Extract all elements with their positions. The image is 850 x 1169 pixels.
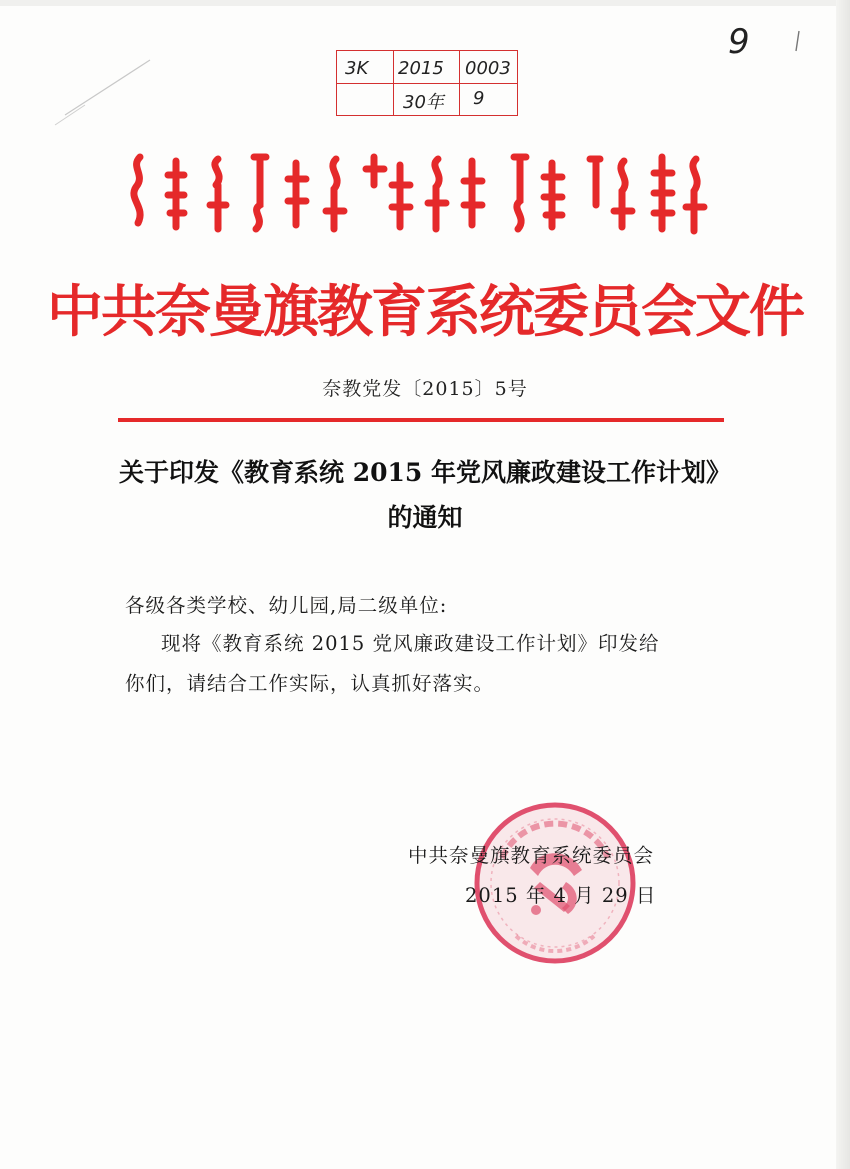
archive-cell-number: 0003 bbox=[465, 58, 511, 79]
mongolian-heading-logo bbox=[126, 145, 716, 240]
pencil-scribble bbox=[25, 55, 165, 145]
page-mark: 9 bbox=[728, 22, 750, 62]
issuing-organization-title: 中共奈曼旗教育系统委员会文件 bbox=[47, 279, 803, 345]
archive-cell-category: 3K bbox=[345, 58, 369, 79]
notice-title-line1: 关于印发《教育系统 2015 年党风廉政建设工作计划》 bbox=[119, 458, 731, 487]
signature-date: 2015 年 4 月 29 日 bbox=[465, 884, 657, 907]
archive-cell-volume: 9 bbox=[473, 88, 485, 109]
body-text-line2: 你们，请结合工作实际，认真抓好落实。 bbox=[125, 672, 495, 695]
archive-cell-year: 2015 bbox=[398, 58, 444, 79]
salutation: 各级各类学校、幼儿园,局二级单位: bbox=[125, 594, 448, 617]
scan-edge-top bbox=[0, 0, 850, 6]
scan-edge-right bbox=[836, 0, 850, 1169]
notice-title-line2: 的通知 bbox=[387, 503, 463, 532]
document-number: 奈教党发〔2015〕5号 bbox=[322, 378, 528, 400]
archive-cell-retention: 30年 bbox=[403, 92, 444, 113]
body-text-line1: 现将《教育系统 2015 党风廉政建设工作计划》印发给 bbox=[161, 632, 660, 655]
signature-organization: 中共奈曼旗教育系统委员会 bbox=[408, 844, 655, 867]
red-divider-line bbox=[118, 418, 724, 422]
pencil-tick bbox=[793, 30, 803, 52]
